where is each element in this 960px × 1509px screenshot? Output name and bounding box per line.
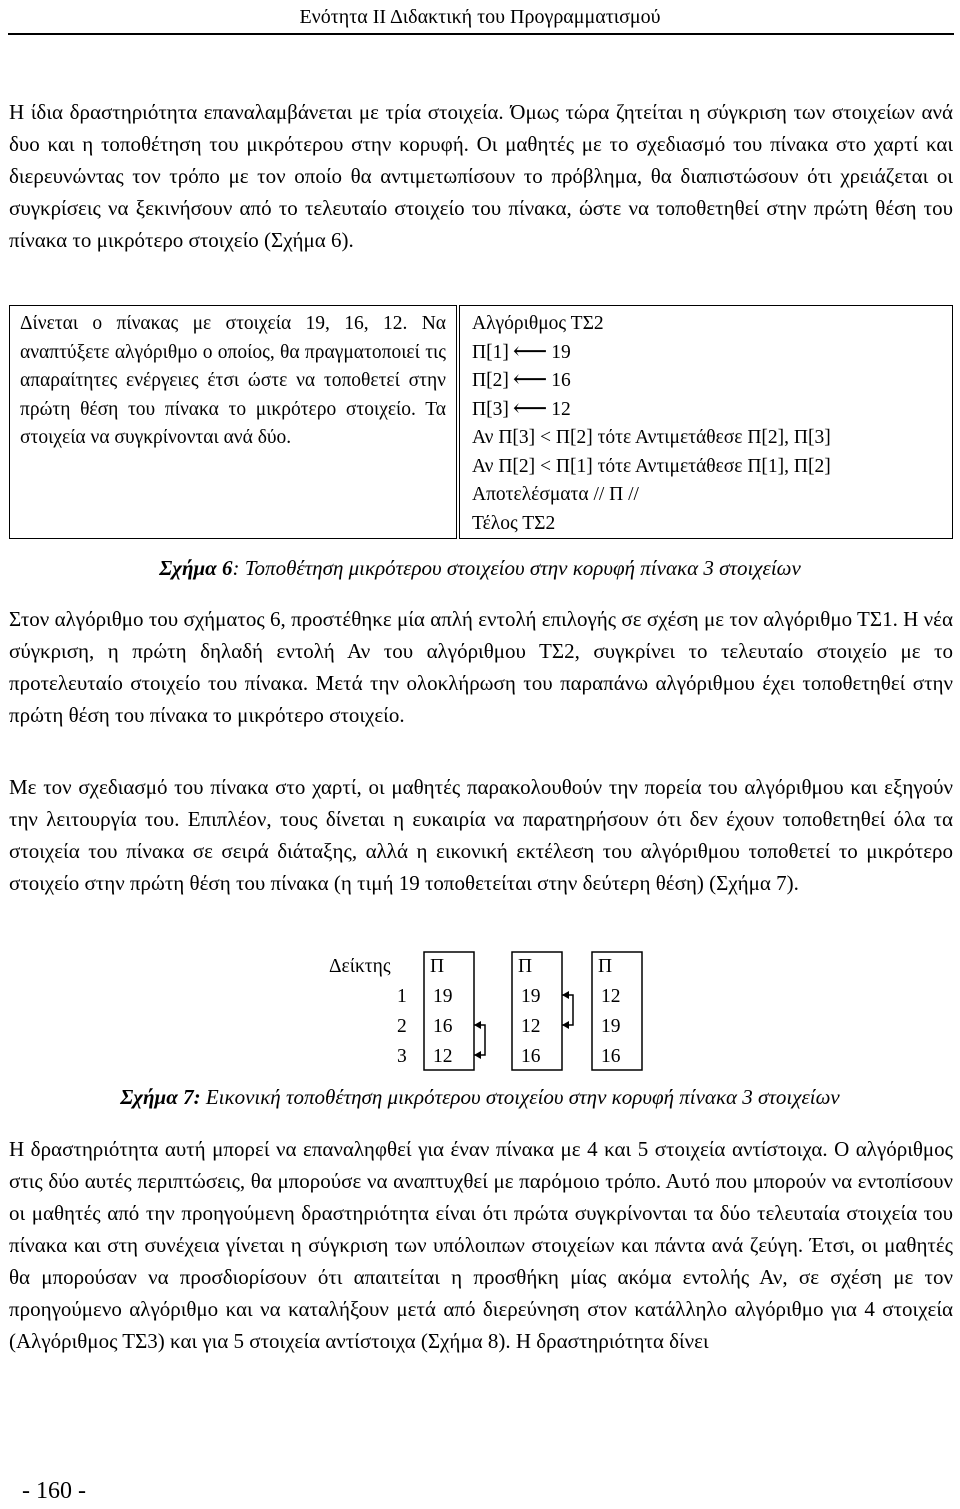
- cell: 16: [433, 1016, 453, 1037]
- assign-val-2: 16: [551, 370, 571, 391]
- arrowhead-icon: [474, 1051, 481, 1059]
- paragraph-intro: Η ίδια δραστηριότητα επαναλαμβάνεται με τρία στοιχεία. Όμως τώρα ζητείται η σύγκριση των στοιχείων ανά δυο και η τοποθέτηση του μικρότερου στην κορυφή. Οι μαθητές με το σχεδιασμό του πίνακα στο χαρτί και διερευνώντας τον τρόπο με τον οποίο θα αντιμετωπίσουν το πρόβλημα, θα διαπιστώσουν ότι χρειάζεται οι συγκρίσεις να ξεκινήσουν από το τελευταίο στοιχείο του πίνακα, ώστε να τοποθετηθεί στην πρώτη θέση του πίνακα το μικρότερο στοιχείο (Σχήμα 6).: [9, 100, 953, 252]
- figure-7-caption: [0, 1085, 960, 1110]
- col-header-2: Π: [518, 956, 533, 977]
- cell: 12: [601, 986, 621, 1007]
- cell: 16: [521, 1046, 541, 1067]
- paragraph-explanation: Στον αλγόριθμο του σχήματος 6, προστέθηκε μία απλή εντολή επιλογής σε σχέση με τον αλγόριθμο ΤΣ1. Η νέα σύγκριση, η πρώτη δηλαδή εντολή Αν του αλγόριθμου ΤΣ2, συγκρίνει το τελευταίο στοιχείο με το προτελευταίο στοιχείο του πίνακα. Μετά την ολοκλήρωση του παραπάνω αλγόριθμου έχει τοποθετηθεί στην πρώτη θέση του πίνακα το μικρότερο στοιχείο.: [9, 607, 953, 727]
- algorithm-title: Αλγόριθμος ΤΣ2: [472, 313, 604, 334]
- arrowhead-icon: [562, 991, 569, 999]
- cell: 19: [601, 1016, 621, 1037]
- if-line-1: Αν Π[3] < Π[2] τότε Αντιμετάθεσε Π[2], Π[3]: [472, 427, 831, 448]
- figure-6-caption: [0, 556, 960, 581]
- cell: 19: [433, 986, 453, 1007]
- col-header-1: Π: [430, 956, 445, 977]
- index-cell: 1: [397, 986, 407, 1007]
- cell: 16: [601, 1046, 621, 1067]
- cell: 12: [433, 1046, 453, 1067]
- cell: 12: [521, 1016, 541, 1037]
- running-header: Ενότητα ΙΙ Διδακτική του Προγραμματισμού: [299, 6, 661, 28]
- index-header: Δείκτης: [329, 956, 391, 977]
- page-number: - 160 -: [22, 1478, 86, 1504]
- assign-line-1: [472, 339, 940, 368]
- result-line: Αποτελέσματα // Π //: [472, 484, 639, 505]
- index-cell: 3: [397, 1046, 407, 1067]
- swap-connector-icon: [562, 995, 573, 1025]
- figure-6-label: Σχήμα 6: [159, 556, 233, 580]
- end-line: Τέλος ΤΣ2: [472, 512, 556, 534]
- figure-7-label: Σχήμα 7:: [120, 1085, 201, 1109]
- cell: 19: [521, 986, 541, 1007]
- paragraph-extension: Η δραστηριότητα αυτή μπορεί να επαναληφθεί για έναν πίνακα με 4 και 5 στοιχεία αντίστοιχα. Ο αλγόριθμος στις δύο αυτές περιπτώσεις, θα μπορούσε να αναπτυχθεί με παρόμοιο τρόπο. Αυτό που μπορούν να εντοπίσουν οι μαθητές από την προηγούμενη δραστηριότητα είναι ότι πρώτα συγκρίνονται τα δύο τελευταία στοιχεία του πίνακα και στη συνέχεια γίνεται η σύγκριση των υπόλοιπων στοιχείων και πάντα ανά ζεύγη. Έτσι, οι μαθητές θα μπορούσαν να προσδιορίσουν ότι απαιτείται η προσθήκη μίας ακόμα εντολής Αν, σε σχέση με τον προηγούμενο αλγόριθμο και να καταλήξουν μετά από διερεύνηση στον κατάλληλο αλγόριθμο για 4 στοιχεία (Αλγόριθμος ΤΣ3) και για 5 στοιχεία αντίστοιχα (Σχήμα 8). Η δραστηριότητα δίνει: [9, 1137, 953, 1353]
- task-text: Δίνεται ο πίνακας με στοιχεία 19, 16, 12. Να αναπτύξετε αλγόριθμο ο οποίος, θα πραγματοποιεί τις απαραίτητες ενέργειες έτσι ώστε να τοποθετεί στην πρώτη θέση του πίνακα το μικρότερο στοιχείο. Τα στοιχεία να συγκρίνονται ανά δύο.: [20, 313, 446, 448]
- left-arrow-icon: ⟵: [512, 338, 548, 365]
- left-arrow-icon: ⟵: [512, 367, 548, 393]
- header-rule: [8, 33, 954, 35]
- assign-var-1: Π[1]: [472, 341, 509, 363]
- col-header-3: Π: [598, 956, 613, 977]
- if-line-2: Αν Π[2] < Π[1] τότε Αντιμετάθεσε Π[1], Π[2]: [472, 455, 831, 477]
- figure-7-table: [325, 949, 645, 1074]
- arrowhead-icon: [474, 1021, 481, 1029]
- assign-line-3: [472, 396, 940, 425]
- task-box: [9, 305, 457, 539]
- algorithm-box: [459, 305, 953, 539]
- swap-connector-icon: [474, 1025, 485, 1055]
- assign-val-1: 19: [551, 341, 571, 363]
- paragraph-tracing: Με τον σχεδιασμό του πίνακα στο χαρτί, οι μαθητές παρακολουθούν την πορεία του αλγόριθμου και εξηγούν την λειτουργία του. Επιπλέον, τους δίνεται η ευκαιρία να παρατηρήσουν ότι δεν έχουν τοποθετηθεί όλα τα στοιχεία του πίνακα σε σειρά διάταξης, αλλά η εικονική εκτέλεση του αλγόριθμου τοποθετεί το μικρότερο στοιχείο στην πρώτη θέση του πίνακα (η τιμή 19 τοποθετείται στην δεύτερη θέση) (Σχήμα 7).: [9, 775, 953, 895]
- assign-var-2: Π[2]: [472, 370, 509, 391]
- left-arrow-icon: ⟵: [512, 395, 548, 422]
- figure-7-title: Εικονική τοποθέτηση μικρότερου στοιχείου στην κορυφή πίνακα 3 στοιχείων: [200, 1085, 840, 1109]
- assign-line-2: [472, 367, 940, 396]
- index-cell: 2: [397, 1016, 407, 1037]
- assign-val-3: 12: [551, 398, 571, 420]
- assign-var-3: Π[3]: [472, 398, 509, 420]
- arrowhead-icon: [562, 1021, 569, 1029]
- figure-6-title: : Τοποθέτηση μικρότερου στοιχείου στην κορυφή πίνακα 3 στοιχείων: [232, 556, 801, 580]
